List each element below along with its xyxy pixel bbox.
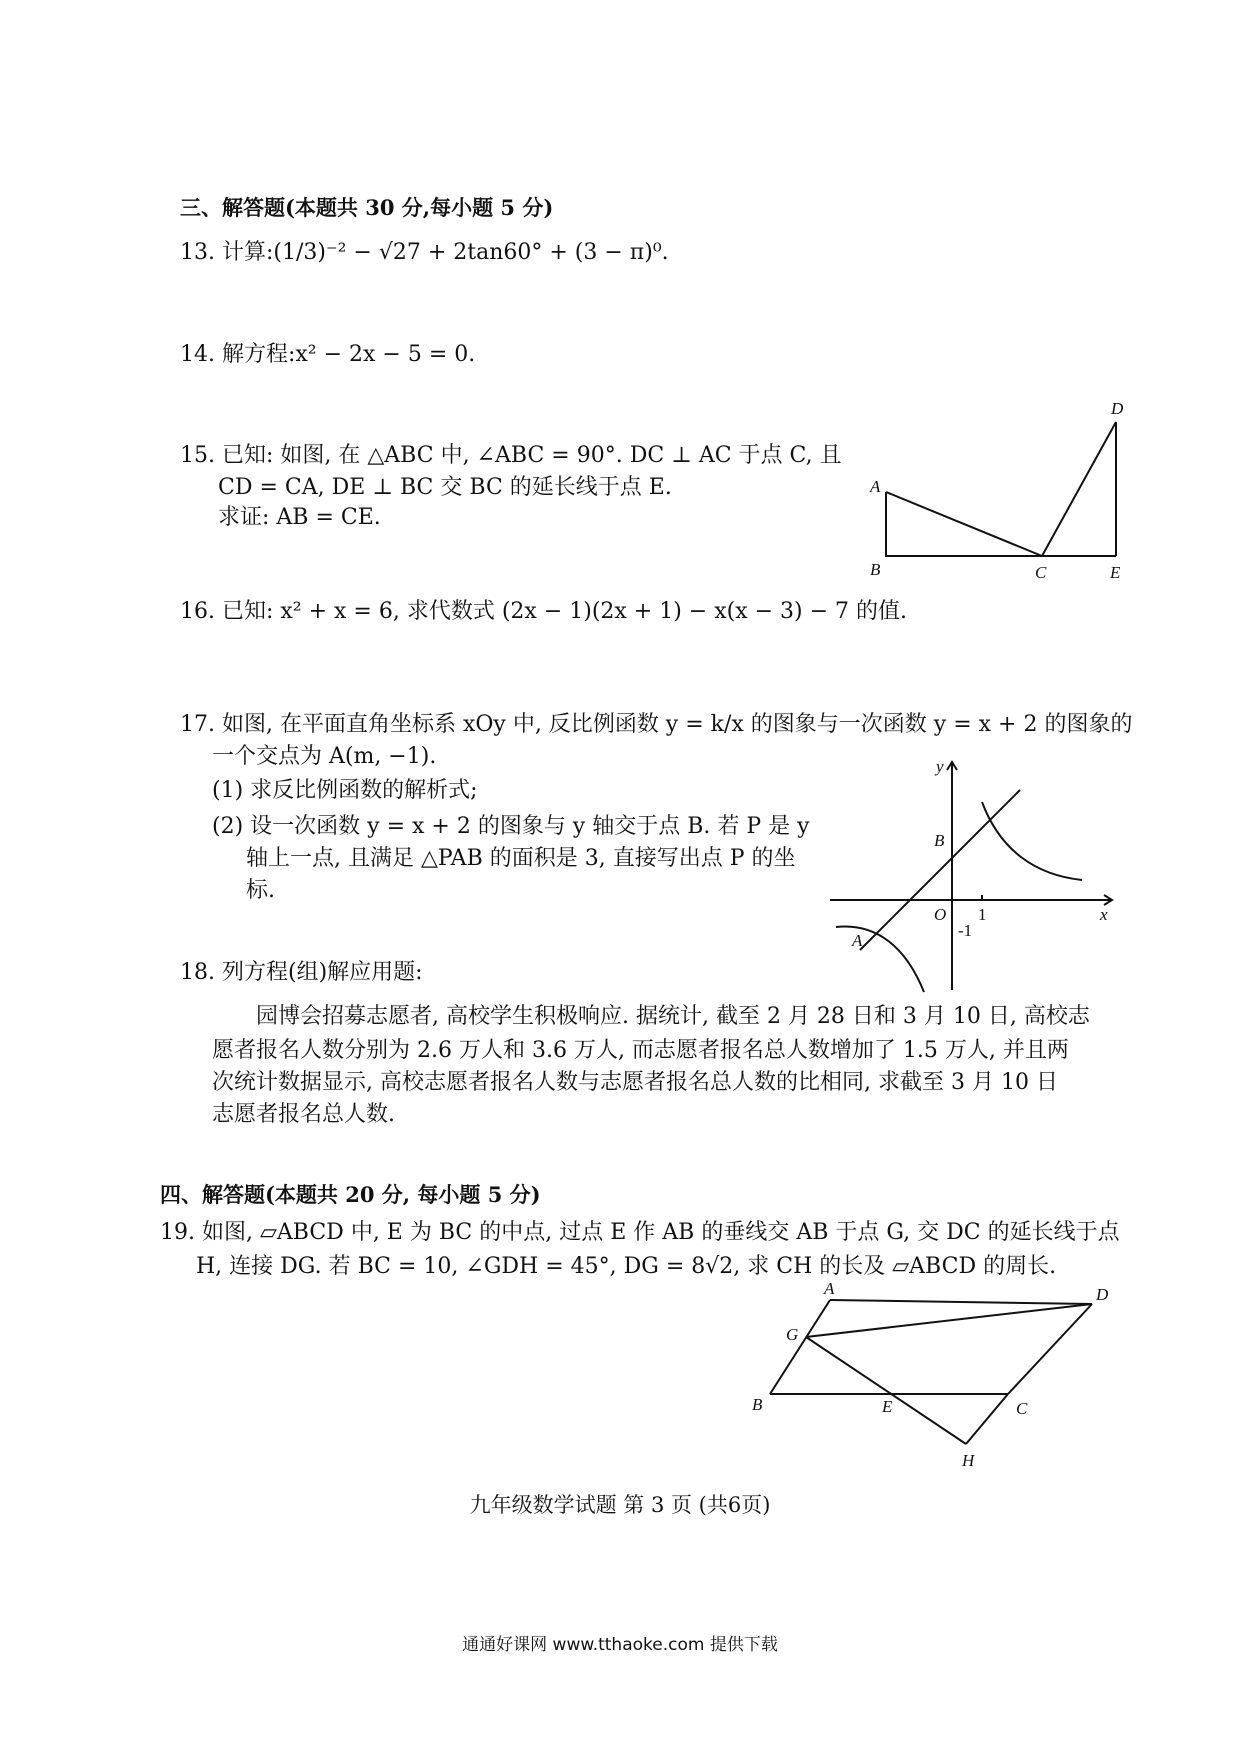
question-17-line2: 一个交点为 A(m, −1). xyxy=(212,744,437,769)
question-18-line1: 18. 列方程(组)解应用题: xyxy=(180,960,423,985)
figure-19 xyxy=(740,1280,1120,1480)
label-one: 1 xyxy=(978,905,987,924)
segment-ch xyxy=(966,1394,1008,1444)
download-credit: 通通好课网 www.tthaoke.com 提供下载 xyxy=(462,1635,778,1655)
question-13: 13. 计算:(1/3)⁻² − √27 + 2tan60° + (3 − π)⁰. xyxy=(180,240,669,265)
label-c: C xyxy=(1016,1399,1028,1418)
segment-cd xyxy=(1008,1304,1092,1394)
question-14: 14. 解方程:x² − 2x − 5 = 0. xyxy=(180,342,476,367)
question-19-line2: H, 连接 DG. 若 BC = 10, ∠GDH = 45°, DG = 8√2, 求 CH 的长及 ▱ABCD 的周长. xyxy=(196,1254,1057,1279)
label-x: x xyxy=(1100,905,1108,924)
segment-cd xyxy=(1042,422,1116,556)
label-o: O xyxy=(934,905,947,924)
label-b: B xyxy=(934,831,945,850)
label-b: B xyxy=(870,560,881,579)
figure-17 xyxy=(820,750,1120,1000)
question-18-line3: 愿者报名人数分别为 2.6 万人和 3.6 万人, 而志愿者报名总人数增加了 1.5 万人, 并且两 xyxy=(212,1038,1069,1063)
figure-15 xyxy=(860,400,1150,590)
question-17-line3: (1) 求反比例函数的解析式; xyxy=(212,778,478,803)
question-18-line5: 志愿者报名总人数. xyxy=(212,1102,395,1127)
label-c: C xyxy=(1035,563,1047,582)
label-h: H xyxy=(962,1451,975,1470)
question-18-line4: 次统计数据显示, 高校志愿者报名人数与志愿者报名总人数的比相同, 求截至 3 月 10 日 xyxy=(212,1070,1058,1095)
section-4-header: 四、解答题(本题共 20 分, 每小题 5 分) xyxy=(160,1182,541,1207)
segment-gh xyxy=(806,1337,966,1444)
segment-ad xyxy=(830,1300,1092,1304)
label-y: y xyxy=(936,757,944,776)
question-15-line1: 15. 已知: 如图, 在 △ABC 中, ∠ABC = 90°. DC ⊥ AC 于点 C, 且 xyxy=(180,443,842,468)
label-a: A xyxy=(870,477,881,496)
question-17-line4: (2) 设一次函数 y = x + 2 的图象与 y 轴交于点 B. 若 P 是 y xyxy=(212,814,810,839)
page-footer: 九年级数学试题 第 3 页 (共6页) xyxy=(469,1493,771,1517)
label-e: E xyxy=(1110,563,1121,582)
question-15-line3: 求证: AB = CE. xyxy=(218,505,381,530)
question-19-line1: 19. 如图, ▱ABCD 中, E 为 BC 的中点, 过点 E 作 AB 的垂线交 AB 于点 G, 交 DC 的延长线于点 xyxy=(160,1220,1120,1245)
question-15-line2: CD = CA, DE ⊥ BC 交 BC 的延长线于点 E. xyxy=(218,475,672,500)
label-neg1: -1 xyxy=(958,921,973,940)
label-b: B xyxy=(752,1395,763,1414)
label-d: D xyxy=(1111,399,1124,418)
segment-dg xyxy=(806,1304,1092,1337)
label-e: E xyxy=(882,1397,893,1416)
triangle-abc xyxy=(886,492,1042,556)
question-17-line5: 轴上一点, 且满足 △PAB 的面积是 3, 直接写出点 P 的坐 xyxy=(246,846,796,871)
section-3-header: 三、解答题(本题共 30 分,每小题 5 分) xyxy=(180,195,554,220)
label-a: A xyxy=(852,931,863,950)
label-g: G xyxy=(786,1325,799,1344)
question-18-line2: 园博会招募志愿者, 高校学生积极响应. 据统计, 截至 2 月 28 日和 3 月 10 日, 高校志 xyxy=(256,1004,1090,1029)
label-d: D xyxy=(1096,1285,1109,1304)
line-y-x-plus-2 xyxy=(860,790,1020,950)
question-17-line1: 17. 如图, 在平面直角坐标系 xOy 中, 反比例函数 y = k/x 的图象与一次函数 y = x + 2 的图象的 xyxy=(180,712,1133,737)
hyperbola-branch-3 xyxy=(836,927,924,992)
question-17-line6: 标. xyxy=(246,878,275,903)
question-16: 16. 已知: x² + x = 6, 求代数式 (2x − 1)(2x + 1) − x(x − 3) − 7 的值. xyxy=(180,599,908,624)
label-a: A xyxy=(824,1279,835,1298)
